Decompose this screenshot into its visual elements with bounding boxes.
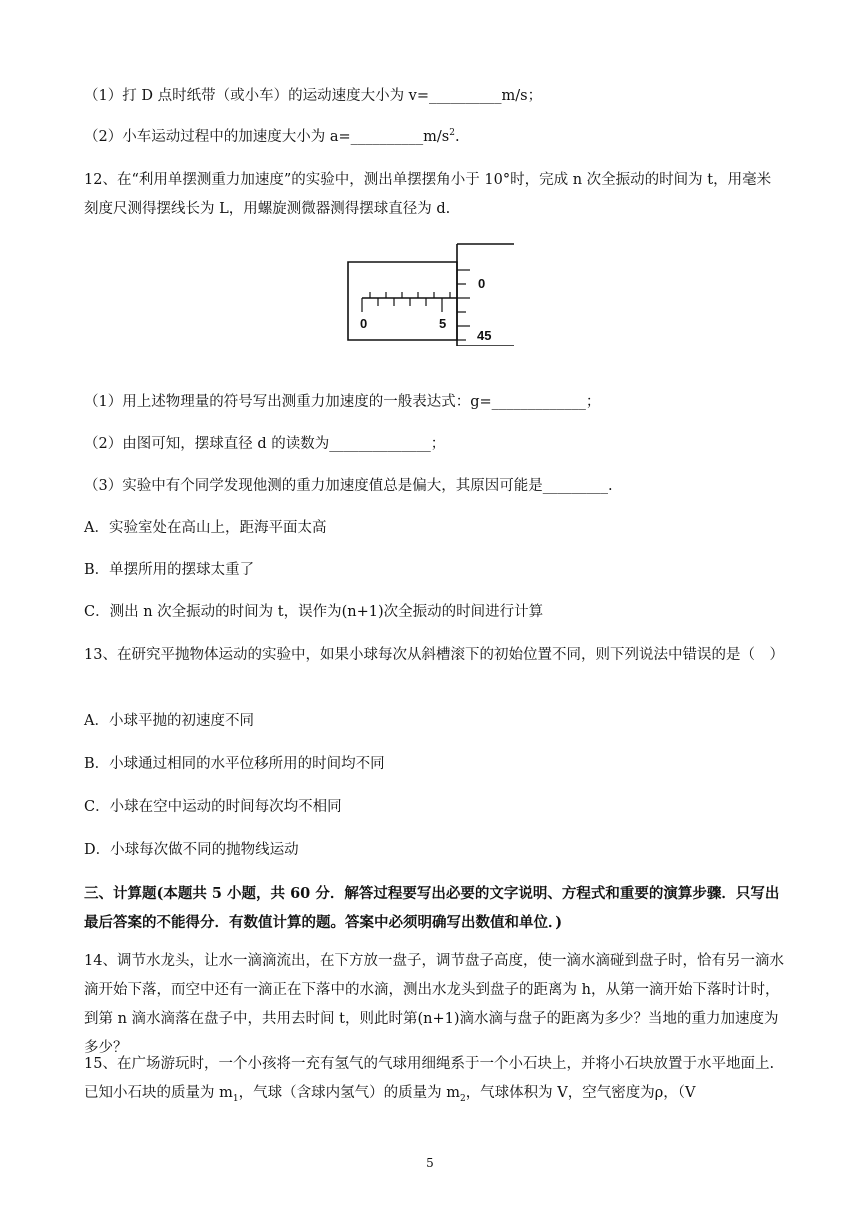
q11-part2-main: （2）小车运动过程中的加速度大小为 a=__________m/s [84, 129, 450, 145]
q12-option-a: A．实验室处在高山上，距海平面太高 [84, 520, 327, 536]
thimble-label-45: 45 [477, 328, 492, 343]
q11-part1: （1）打 D 点时纸带（或小车）的运动速度大小为 v=__________m/s； [84, 88, 543, 104]
q15-subscript-2: 2 [459, 1093, 466, 1104]
q15-text-2: ，气球（含球内氢气）的质量为 m [238, 1085, 460, 1101]
q12-option-c: C．测出 n 次全振动的时间为 t，误作为(n+1)次全振动的时间进行计算 [84, 604, 544, 620]
q14-text: 14、调节水龙头，让水一滴滴流出，在下方放一盘子，调节盘子高度，使一滴水滴碰到盘子时，恰有另一滴水滴开始下落，而空中还有一滴正在下落中的水滴，测出水龙头到盘子的距离为 h，从第一滴开始下落时计时，到第 n 滴水滴落在盘子中，共用去时间 t，则此时第(n+1)滴水滴与盘子的距离为多少？当地的重力加速度为多少？ [84, 953, 784, 1056]
main-scale-label-0: 0 [360, 316, 368, 331]
q12-stem: 12、在“利用单摆测重力加速度”的实验中，测出单摆摆角小于 10°时，完成 n 次全振动的时间为 t，用毫米刻度尺测得摆线长为 L，用螺旋测微器测得摆球直径为 d. [84, 172, 772, 217]
q13-option-b: B．小球通过相同的水平位移所用的时间均不同 [84, 756, 385, 772]
q11-part2 [84, 127, 460, 147]
q15-text-1: 15、在广场游玩时，一个小孩将一充有氢气的气球用细绳系于一个小石块上，并将小石块放置于水平地面上.已知小石块的质量为 m [84, 1056, 775, 1101]
page-number: 5 [426, 1156, 434, 1170]
thimble-label-0: 0 [478, 276, 486, 291]
q11-part2-end: . [454, 129, 460, 145]
main-scale-ticks [362, 292, 450, 312]
q13-option-d: D．小球每次做不同的抛物线运动 [84, 842, 299, 858]
q15-text-3: ，气球体积为 V，空气密度为ρ，（V [465, 1085, 696, 1101]
q15-text [84, 1050, 784, 1108]
q12-part1: （1）用上述物理量的符号写出测重力加速度的一般表达式：g=_____________； [84, 394, 601, 410]
q12-part2: （2）由图可知，摆球直径 d 的读数为______________； [84, 436, 446, 452]
q13-option-a: A．小球平抛的初速度不同 [84, 713, 254, 729]
q12-option-b: B．单摆所用的摆球太重了 [84, 562, 255, 578]
q15-subscript-1: 1 [232, 1093, 239, 1104]
q13-stem: 13、在研究平抛物体运动的实验中，如果小球每次从斜槽滚下的初始位置不同，则下列说法中错误的是（ ） [84, 647, 784, 663]
q12-part3: （3）实验中有个同学发现他测的重力加速度值总是偏大，其原因可能是_________. [84, 478, 613, 494]
section3-heading: 三、计算题(本题共 5 小题，共 60 分．解答过程要写出必要的文字说明、方程式和重要的演算步骤．只写出最后答案的不能得分．有数值计算的题。答案中必须明确写出数值和单位．) [84, 885, 780, 931]
q11-part2-exponent: 2 [449, 128, 455, 139]
q13-option-c: C．小球在空中运动的时间每次均不相同 [84, 799, 342, 815]
main-scale-label-5: 5 [439, 316, 447, 331]
thimble-ticks [457, 270, 470, 340]
micrometer-figure [344, 240, 520, 346]
